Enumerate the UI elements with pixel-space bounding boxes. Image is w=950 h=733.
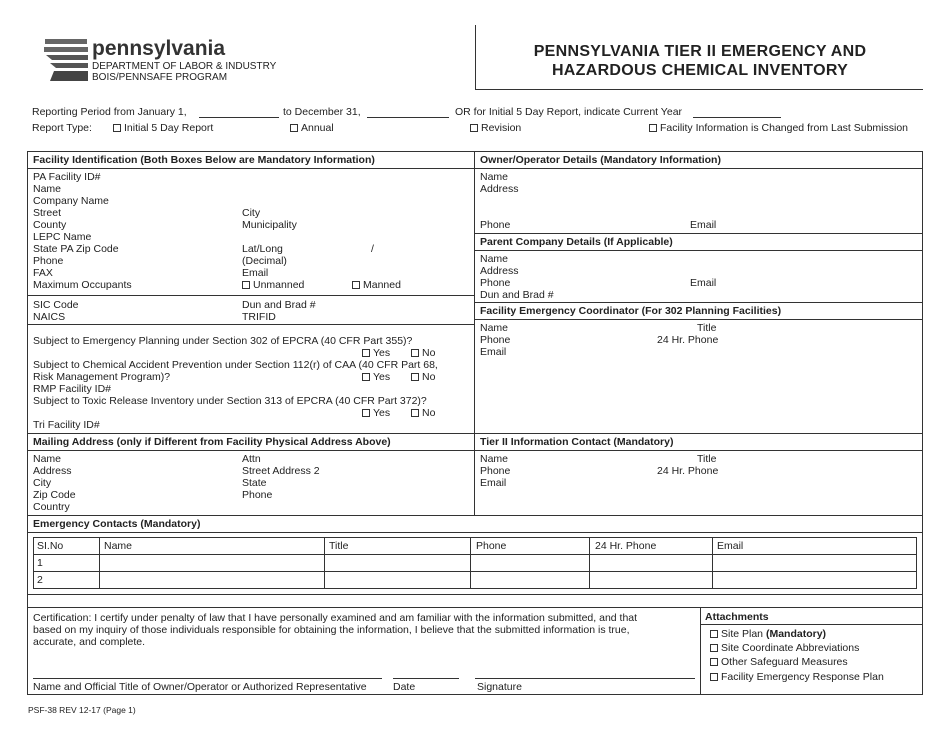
facility-name[interactable]: Name xyxy=(33,183,62,195)
unmanned-checkbox[interactable] xyxy=(242,281,250,289)
response-plan-option[interactable]: Facility Emergency Response Plan xyxy=(710,671,884,683)
site-plan-option[interactable]: Site Plan (Mandatory) xyxy=(710,628,826,640)
owner-header-rule xyxy=(474,168,923,169)
caa-112r-yes[interactable]: Yes xyxy=(362,371,390,383)
parent-address[interactable]: Address xyxy=(480,265,519,277)
brand-name: pennsylvania xyxy=(92,37,226,60)
no-checkbox[interactable] xyxy=(411,409,419,417)
pa-keystone-icon xyxy=(42,38,90,82)
coordinator-title[interactable]: Title xyxy=(697,322,717,334)
column-header-phone: Phone xyxy=(476,540,507,552)
certification-line-2: based on my inquiry of those individuals responsible for obtaining the information, I believe that the submitted information is true, xyxy=(33,624,630,636)
contacts-table xyxy=(33,537,917,589)
column-header-24hr-phone: 24 Hr. Phone xyxy=(595,540,657,552)
mailing-header: Mailing Address (only if Different from Facility Physical Address Above) xyxy=(33,436,391,448)
mailing-street2[interactable]: Street Address 2 xyxy=(242,465,320,477)
decimal-note: (Decimal) xyxy=(242,255,287,267)
contacts-header-rule xyxy=(27,532,923,533)
parent-dun-brad[interactable]: Dun and Brad # xyxy=(480,289,554,301)
tier2-name[interactable]: Name xyxy=(480,453,509,465)
form-title-line1: PENNSYLVANIA TIER II EMERGENCY AND xyxy=(533,43,867,60)
facility-section-rule xyxy=(27,295,475,296)
coordinator-top-rule xyxy=(474,302,923,303)
signature-label: Signature xyxy=(477,681,522,693)
annual-option[interactable]: Annual xyxy=(290,122,334,134)
caa-112r-question: Subject to Chemical Accident Prevention under Section 112(r) of CAA (40 CFR Part 68, xyxy=(33,359,438,371)
parent-header-rule xyxy=(474,250,923,251)
facility-header: Facility Identification (Both Boxes Below are Mandatory Information) xyxy=(33,154,375,166)
parent-top-rule xyxy=(474,233,923,234)
yes-checkbox[interactable] xyxy=(362,349,370,357)
certification-line-1: Certification: I certify under penalty of law that I have personally examined and am familiar with the information submitted, and that xyxy=(33,612,638,624)
parent-name[interactable]: Name xyxy=(480,253,509,265)
form-revision: PSF-38 REV 12-17 (Page 1) xyxy=(28,705,136,715)
sic-code[interactable]: SIC Code xyxy=(33,299,79,311)
initial-report-checkbox[interactable] xyxy=(113,124,121,132)
coordinator-24hr-phone[interactable]: 24 Hr. Phone xyxy=(657,334,719,346)
contacts-col-rule-2 xyxy=(324,537,325,589)
yes-checkbox[interactable] xyxy=(362,373,370,381)
mailing-header-rule xyxy=(27,450,923,451)
pa-facility-id[interactable]: PA Facility ID# xyxy=(33,171,101,183)
lat-long[interactable]: Lat/Long xyxy=(242,243,283,255)
date-field[interactable] xyxy=(393,678,459,679)
coordinator-header: Facility Emergency Coordinator (For 302 Planning Facilities) xyxy=(480,305,782,317)
contacts-row-rule-2 xyxy=(33,571,917,572)
reporting-to-label: to December 31, xyxy=(283,106,361,118)
revision-checkbox[interactable] xyxy=(470,124,478,132)
mailing-zip[interactable]: Zip Code xyxy=(33,489,76,501)
facility-codes-rule xyxy=(27,324,475,325)
contacts-col-rule-1 xyxy=(99,537,100,589)
caa-112r-no[interactable]: No xyxy=(411,371,435,383)
revision-option[interactable]: Revision xyxy=(470,122,521,134)
info-changed-checkbox[interactable] xyxy=(649,124,657,132)
current-year-field[interactable] xyxy=(693,117,781,118)
mailing-top-rule xyxy=(27,433,923,434)
mailing-phone[interactable]: Phone xyxy=(242,489,273,501)
no-checkbox[interactable] xyxy=(411,373,419,381)
yes-checkbox[interactable] xyxy=(362,409,370,417)
coordinator-header-rule xyxy=(474,319,923,320)
facility-fax[interactable]: FAX xyxy=(33,267,53,279)
program-name: BOIS/PENNSAFE PROGRAM xyxy=(92,72,228,83)
epcra-302-yes[interactable]: Yes xyxy=(362,347,390,359)
site-coord-option[interactable]: Site Coordinate Abbreviations xyxy=(710,642,859,654)
epcra-302-no[interactable]: No xyxy=(411,347,435,359)
column-header-title: Title xyxy=(329,540,349,552)
mailing-country[interactable]: Country xyxy=(33,501,70,513)
parent-phone[interactable]: Phone xyxy=(480,277,511,289)
spacer-rule-2 xyxy=(27,607,923,608)
manned-checkbox[interactable] xyxy=(352,281,360,289)
facility-header-rule xyxy=(27,168,475,169)
response-plan-checkbox[interactable] xyxy=(710,673,718,681)
attachments-header-rule xyxy=(700,624,923,625)
facility-street[interactable]: Street xyxy=(33,207,62,219)
safeguard-checkbox[interactable] xyxy=(710,658,718,666)
facility-phone[interactable]: Phone xyxy=(33,255,64,267)
column-header-name: Name xyxy=(104,540,133,552)
column-header-email: Email xyxy=(717,540,744,552)
center-divider xyxy=(474,151,475,515)
state-zip[interactable]: State PA Zip Code xyxy=(33,243,119,255)
trifid[interactable]: TRIFID xyxy=(242,311,276,323)
site-plan-checkbox[interactable] xyxy=(710,630,718,638)
rmp-facility-id[interactable]: RMP Facility ID# xyxy=(33,383,111,395)
lat-long-separator: / xyxy=(371,243,374,255)
mailing-city[interactable]: City xyxy=(33,477,52,489)
parent-header: Parent Company Details (If Applicable) xyxy=(480,236,673,248)
owner-email[interactable]: Email xyxy=(690,219,717,231)
epcra-302-question: Subject to Emergency Planning under Section 302 of EPCRA (40 CFR Part 355)? xyxy=(33,335,413,347)
mailing-attn[interactable]: Attn xyxy=(242,453,261,465)
mailing-address[interactable]: Address xyxy=(33,465,72,477)
contacts-col-rule-5 xyxy=(712,537,713,589)
contacts-row-rule-1 xyxy=(33,554,917,555)
naics[interactable]: NAICS xyxy=(33,311,66,323)
reporting-from-field[interactable] xyxy=(199,117,279,118)
safeguard-option[interactable]: Other Safeguard Measures xyxy=(710,656,848,668)
owner-address[interactable]: Address xyxy=(480,183,519,195)
tier2-header: Tier II Information Contact (Mandatory) xyxy=(480,436,674,448)
facility-city[interactable]: City xyxy=(242,207,261,219)
tier2-title[interactable]: Title xyxy=(697,453,717,465)
site-coord-checkbox[interactable] xyxy=(710,644,718,652)
info-changed-option[interactable]: Facility Information is Changed from Last Submission xyxy=(649,122,908,134)
annual-checkbox[interactable] xyxy=(290,124,298,132)
date-label: Date xyxy=(393,681,416,693)
attachments-divider xyxy=(700,607,701,695)
form-title-line2: HAZARDOUS CHEMICAL INVENTORY xyxy=(551,62,849,79)
epcra-313-question: Subject to Toxic Release Inventory under Section 313 of EPCRA (40 CFR Part 372)? xyxy=(33,395,427,407)
contacts-col-rule-4 xyxy=(589,537,590,589)
facility-county[interactable]: County xyxy=(33,219,67,231)
coordinator-email[interactable]: Email xyxy=(480,346,507,358)
current-year-label: OR for Initial 5 Day Report, indicate Current Year xyxy=(455,106,683,118)
rep-name-label: Name and Official Title of Owner/Operator or Authorized Representative xyxy=(33,681,367,693)
maximum-occupants[interactable]: Maximum Occupants xyxy=(33,279,132,291)
parent-email[interactable]: Email xyxy=(690,277,717,289)
initial-report-option[interactable]: Initial 5 Day Report xyxy=(113,122,213,134)
unmanned-option[interactable]: Unmanned xyxy=(242,279,304,291)
contacts-header: Emergency Contacts (Mandatory) xyxy=(33,518,201,530)
department-name: DEPARTMENT OF LABOR & INDUSTRY xyxy=(92,61,277,72)
pa-logo xyxy=(42,38,90,82)
table-row[interactable]: 2 xyxy=(37,574,43,586)
coordinator-phone[interactable]: Phone xyxy=(480,334,511,346)
facility-email[interactable]: Email xyxy=(242,267,269,279)
report-type-label: Report Type: xyxy=(32,122,92,134)
column-header-sino: SI.No xyxy=(37,540,64,552)
header-rule xyxy=(475,89,923,90)
attachments-header: Attachments xyxy=(705,611,769,623)
contacts-col-rule-3 xyxy=(470,537,471,589)
no-checkbox[interactable] xyxy=(411,349,419,357)
spacer-rule-1 xyxy=(27,594,923,595)
table-row[interactable]: 1 xyxy=(37,557,43,569)
rep-name-field[interactable] xyxy=(33,678,382,679)
tier2-24hr-phone[interactable]: 24 Hr. Phone xyxy=(657,465,719,477)
tri-facility-id[interactable]: Tri Facility ID# xyxy=(33,419,100,431)
coordinator-name[interactable]: Name xyxy=(480,322,509,334)
owner-header: Owner/Operator Details (Mandatory Information) xyxy=(480,154,721,166)
epcra-313-no[interactable]: No xyxy=(411,407,435,419)
contacts-top-rule xyxy=(27,515,923,516)
mailing-name[interactable]: Name xyxy=(33,453,62,465)
reporting-to-field[interactable] xyxy=(367,117,449,118)
caa-112r-question-cont: Risk Management Program)? xyxy=(33,371,171,383)
epcra-313-yes[interactable]: Yes xyxy=(362,407,390,419)
signature-field[interactable] xyxy=(475,678,695,679)
lepc-name[interactable]: LEPC Name xyxy=(33,231,92,243)
reporting-from-label: Reporting Period from January 1, xyxy=(32,106,187,118)
owner-name[interactable]: Name xyxy=(480,171,509,183)
company-name[interactable]: Company Name xyxy=(33,195,109,207)
tier2-phone[interactable]: Phone xyxy=(480,465,511,477)
manned-option[interactable]: Manned xyxy=(352,279,401,291)
certification-line-3: accurate, and complete. xyxy=(33,636,146,648)
mailing-state[interactable]: State xyxy=(242,477,267,489)
facility-municipality[interactable]: Municipality xyxy=(242,219,297,231)
tier2-email[interactable]: Email xyxy=(480,477,507,489)
owner-phone[interactable]: Phone xyxy=(480,219,511,231)
dun-brad[interactable]: Dun and Brad # xyxy=(242,299,316,311)
